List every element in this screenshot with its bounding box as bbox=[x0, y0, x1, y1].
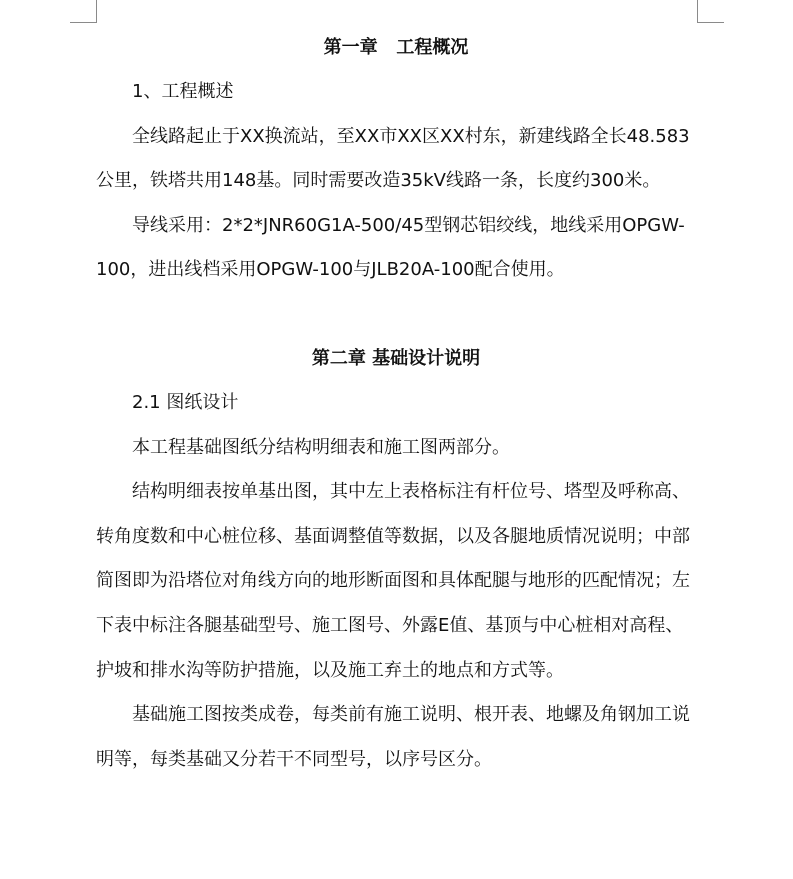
paragraph: 导线采用：2*2*JNR60G1A-500/45型钢芯铝绞线，地线采用OPGW-100，进出线档采用OPGW-100与JLB20A-100配合使用。 bbox=[96, 214, 685, 281]
paragraph: 基础施工图按类成卷，每类前有施工说明、根开表、地螺及角钢加工说明等，每类基础又分若干不同型号，以序号区分。 bbox=[96, 704, 690, 770]
section-heading-2-1: 2.1 图纸设计 bbox=[132, 391, 239, 413]
paragraph: 本工程基础图纸分结构明细表和施工图两部分。 bbox=[132, 436, 510, 458]
document-page bbox=[96, 26, 696, 782]
section-heading-1: 1、工程概述 bbox=[132, 81, 234, 102]
spacer bbox=[96, 293, 696, 337]
page-crop-mark-left bbox=[70, 0, 97, 23]
paragraph: 结构明细表按单基出图，其中左上表格标注有杆位号、塔型及呼称高、转角度数和中心桩位移、基面调整值等数据，以及各腿地质情况说明；中部简图即为沿塔位对角线方向的地形断面图和具体配腿与地形的匹配情况；左下表中标注各腿基础型号、施工图号、外露E值、基顶与中心桩相对高程、护坡和排水沟等防护措施，以及施工弃土的地点和方式等。 bbox=[96, 481, 690, 681]
chapter-1-title: 第一章 工程概况 bbox=[323, 37, 469, 58]
paragraph: 全线路起止于XX换流站，至XX市XX区XX村东，新建线路全长48.583公里，铁塔共用148基。同时需要改造35kV线路一条，长度约300米。 bbox=[96, 125, 690, 192]
chapter-2-title: 第二章 基础设计说明 bbox=[311, 347, 481, 369]
page-crop-mark-right bbox=[697, 0, 724, 23]
